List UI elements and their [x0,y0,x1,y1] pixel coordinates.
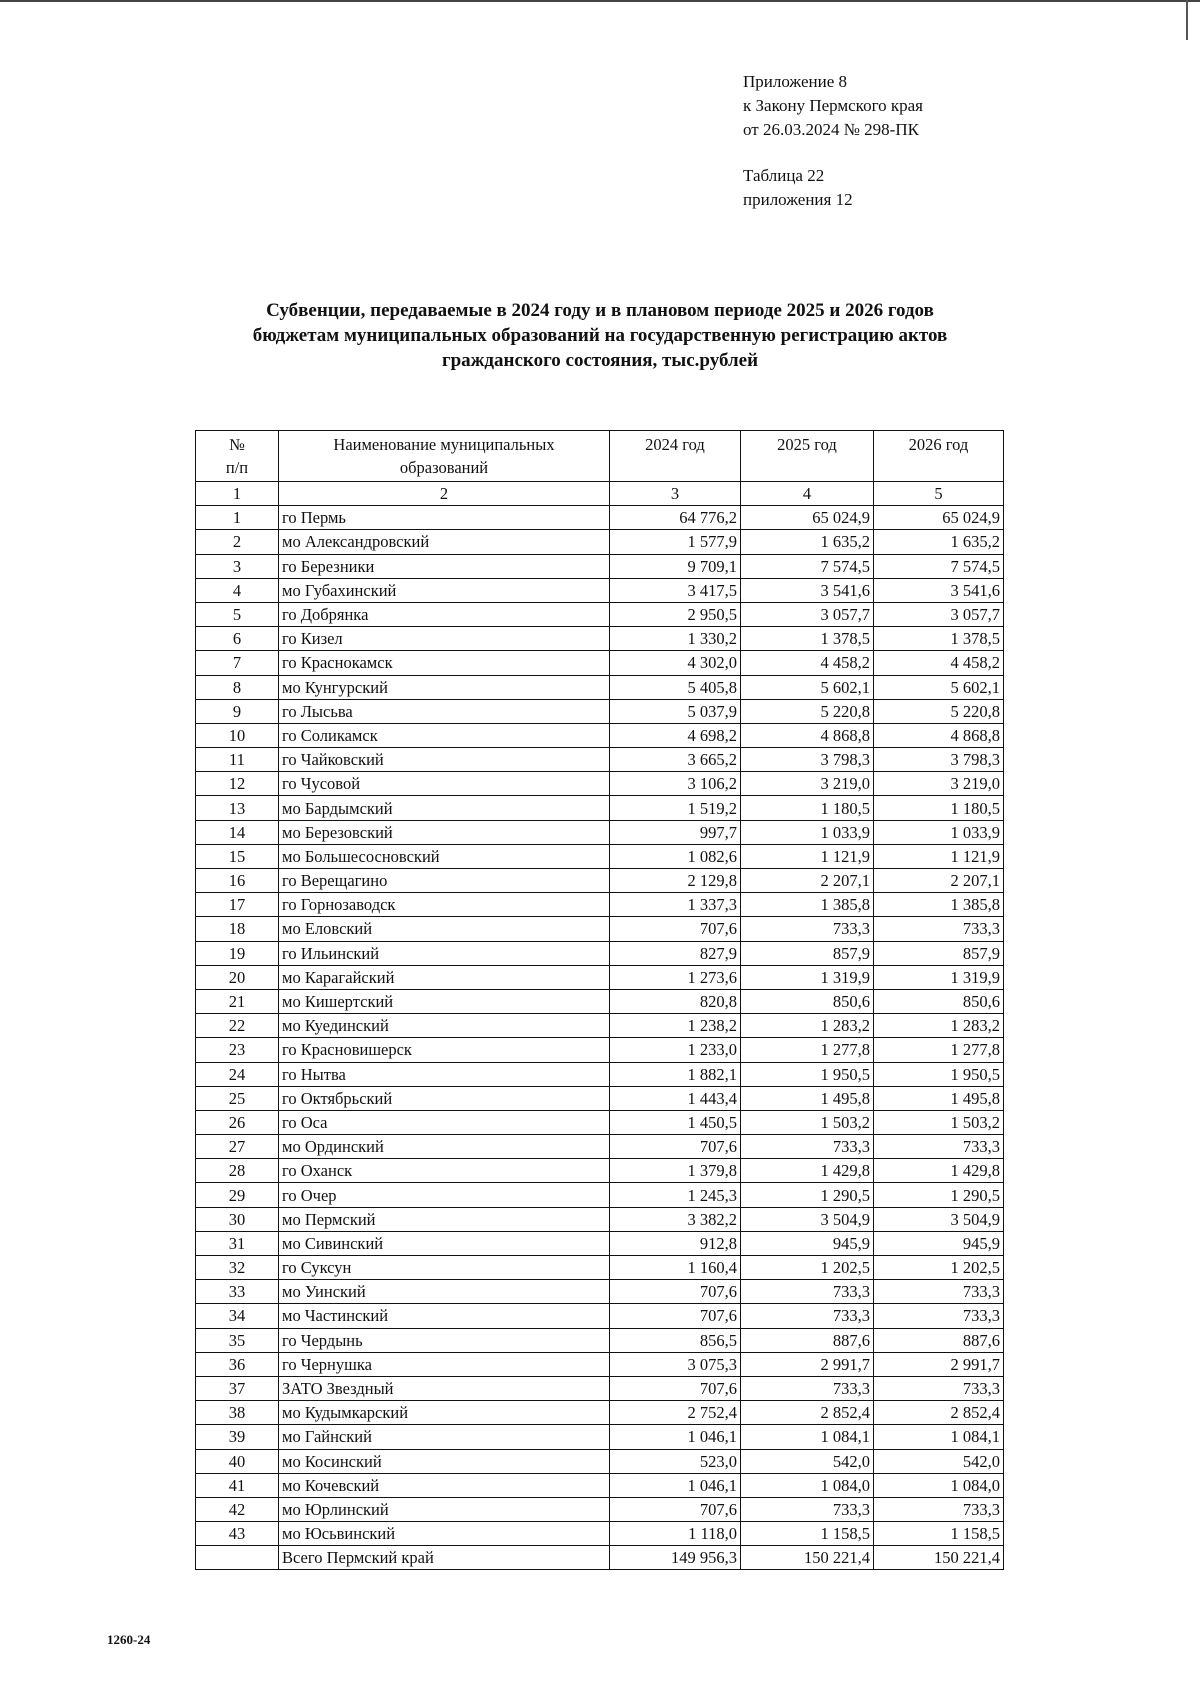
municipality-name: мо Куединский [279,1014,610,1038]
table-row [196,1497,1004,1521]
value-2025: 3 504,9 [741,1207,874,1231]
title-line-1: Субвенции, передаваемые в 2024 году и в плановом периоде 2025 и 2026 годов [266,300,934,321]
municipality-name: го Оса [279,1110,610,1134]
value-2026: 733,3 [874,917,1004,941]
value-2024: 3 417,5 [610,578,741,602]
municipality-name: го Нытва [279,1062,610,1086]
value-2026: 3 504,9 [874,1207,1004,1231]
total-number [196,1546,279,1570]
row-number: 21 [196,989,279,1013]
row-number: 6 [196,627,279,651]
law-date-number: от 26.03.2024 № 298-ПК [743,120,919,139]
municipality-name: мо Гайнский [279,1425,610,1449]
value-2026: 7 574,5 [874,554,1004,578]
municipality-name: мо Кунгурский [279,675,610,699]
row-number: 28 [196,1159,279,1183]
table-row [196,651,1004,675]
value-2025: 1 277,8 [741,1038,874,1062]
value-2024: 1 245,3 [610,1183,741,1207]
row-number: 14 [196,820,279,844]
row-number: 4 [196,578,279,602]
value-2026: 733,3 [874,1376,1004,1400]
appendix-header [743,70,923,212]
municipality-name: го Лысьва [279,699,610,723]
table-row [196,602,1004,626]
table-row [196,820,1004,844]
value-2026: 4 458,2 [874,651,1004,675]
row-number: 15 [196,844,279,868]
value-2024: 856,5 [610,1328,741,1352]
value-2024: 2 752,4 [610,1401,741,1425]
value-2026: 1 084,0 [874,1473,1004,1497]
table-row [196,1086,1004,1110]
row-number: 2 [196,530,279,554]
value-2026: 850,6 [874,989,1004,1013]
value-2025: 733,3 [741,1135,874,1159]
table-row [196,506,1004,530]
value-2025: 1 319,9 [741,965,874,989]
municipality-name: го Чусовой [279,772,610,796]
value-2025: 2 991,7 [741,1352,874,1376]
table-row [196,675,1004,699]
table-row [196,1135,1004,1159]
index-cell: 1 [196,482,279,506]
row-number: 19 [196,941,279,965]
value-2026: 945,9 [874,1231,1004,1255]
table-row [196,1280,1004,1304]
row-number: 27 [196,1135,279,1159]
value-2026: 1 635,2 [874,530,1004,554]
value-2025: 1 158,5 [741,1522,874,1546]
value-2025: 5 602,1 [741,675,874,699]
value-2024: 1 082,6 [610,844,741,868]
document-title [200,298,1000,373]
value-2026: 3 798,3 [874,748,1004,772]
value-2024: 9 709,1 [610,554,741,578]
municipality-name: го Суксун [279,1256,610,1280]
row-number: 42 [196,1497,279,1521]
value-2025: 1 283,2 [741,1014,874,1038]
row-number: 10 [196,723,279,747]
value-2025: 733,3 [741,1376,874,1400]
table-row [196,1183,1004,1207]
appendix-label: Приложение 8 [743,72,847,91]
value-2026: 542,0 [874,1449,1004,1473]
value-2025: 1 084,0 [741,1473,874,1497]
row-number: 38 [196,1401,279,1425]
row-number: 35 [196,1328,279,1352]
value-2025: 733,3 [741,1304,874,1328]
value-2026: 3 541,6 [874,578,1004,602]
municipality-name: го Березники [279,554,610,578]
value-2024: 1 160,4 [610,1256,741,1280]
table-row [196,1207,1004,1231]
value-2026: 4 868,8 [874,723,1004,747]
scan-edge-right [1186,0,1188,40]
table-row [196,844,1004,868]
value-2024: 4 698,2 [610,723,741,747]
municipality-name: го Октябрьский [279,1086,610,1110]
total-label: Всего Пермский край [279,1546,610,1570]
header-number: № п/п [196,431,279,482]
row-number: 9 [196,699,279,723]
index-cell: 5 [874,482,1004,506]
table-row [196,1376,1004,1400]
header-name: Наименование муниципальных образований [279,431,610,482]
row-number: 8 [196,675,279,699]
row-number: 20 [196,965,279,989]
value-2024: 1 577,9 [610,530,741,554]
table-row [196,1425,1004,1449]
row-number: 36 [196,1352,279,1376]
value-2026: 733,3 [874,1135,1004,1159]
value-2026: 1 084,1 [874,1425,1004,1449]
value-2025: 857,9 [741,941,874,965]
value-2024: 64 776,2 [610,506,741,530]
value-2025: 1 033,9 [741,820,874,844]
row-number: 40 [196,1449,279,1473]
municipality-name: мо Карагайский [279,965,610,989]
table-row [196,748,1004,772]
municipality-name: го Оханск [279,1159,610,1183]
municipality-name: мо Юрлинский [279,1497,610,1521]
row-number: 24 [196,1062,279,1086]
value-2026: 1 121,9 [874,844,1004,868]
table-row [196,1401,1004,1425]
row-number: 32 [196,1256,279,1280]
table-row [196,1473,1004,1497]
municipality-name: мо Юсьвинский [279,1522,610,1546]
value-2026: 2 852,4 [874,1401,1004,1425]
value-2025: 2 207,1 [741,869,874,893]
total-2024: 149 956,3 [610,1546,741,1570]
index-cell: 2 [279,482,610,506]
municipality-name: мо Уинский [279,1280,610,1304]
value-2024: 523,0 [610,1449,741,1473]
row-number: 13 [196,796,279,820]
municipality-name: мо Кудымкарский [279,1401,610,1425]
value-2026: 733,3 [874,1304,1004,1328]
value-2026: 857,9 [874,941,1004,965]
value-2026: 1 277,8 [874,1038,1004,1062]
title-line-2: бюджетам муниципальных образований на государственную регистрацию актов [252,325,948,346]
value-2024: 1 519,2 [610,796,741,820]
municipality-name: мо Большесосновский [279,844,610,868]
table-row [196,917,1004,941]
document-code: 1260-24 [107,1632,151,1647]
row-number: 33 [196,1280,279,1304]
municipality-name: го Добрянка [279,602,610,626]
municipality-name: мо Губахинский [279,578,610,602]
value-2024: 707,6 [610,917,741,941]
row-number: 39 [196,1425,279,1449]
value-2024: 1 450,5 [610,1110,741,1134]
value-2024: 1 273,6 [610,965,741,989]
scan-edge-top [0,0,1200,2]
value-2026: 1 033,9 [874,820,1004,844]
table-label: Таблица 22 [743,166,825,185]
value-2025: 1 495,8 [741,1086,874,1110]
value-2024: 1 118,0 [610,1522,741,1546]
municipality-name: го Ильинский [279,941,610,965]
value-2025: 850,6 [741,989,874,1013]
municipality-name: мо Еловский [279,917,610,941]
municipality-name: го Соликамск [279,723,610,747]
value-2025: 4 868,8 [741,723,874,747]
value-2026: 3 219,0 [874,772,1004,796]
value-2024: 707,6 [610,1280,741,1304]
value-2026: 5 220,8 [874,699,1004,723]
municipality-name: ЗАТО Звездный [279,1376,610,1400]
table-row [196,554,1004,578]
value-2026: 1 950,5 [874,1062,1004,1086]
value-2025: 3 541,6 [741,578,874,602]
table-row [196,1062,1004,1086]
value-2024: 3 382,2 [610,1207,741,1231]
value-2025: 733,3 [741,1280,874,1304]
value-2024: 1 046,1 [610,1425,741,1449]
value-2026: 2 991,7 [874,1352,1004,1376]
header-2024: 2024 год [610,431,741,482]
value-2025: 5 220,8 [741,699,874,723]
value-2024: 707,6 [610,1376,741,1400]
row-number: 5 [196,602,279,626]
table-row [196,627,1004,651]
municipality-name: го Чернушка [279,1352,610,1376]
table-body [196,506,1004,1546]
value-2025: 4 458,2 [741,651,874,675]
row-number: 43 [196,1522,279,1546]
value-2024: 827,9 [610,941,741,965]
value-2025: 1 180,5 [741,796,874,820]
table-row [196,1449,1004,1473]
value-2025: 1 385,8 [741,893,874,917]
table-row [196,893,1004,917]
value-2025: 1 429,8 [741,1159,874,1183]
value-2024: 3 665,2 [610,748,741,772]
row-number: 30 [196,1207,279,1231]
table-header-row [196,431,1004,482]
row-number: 37 [196,1376,279,1400]
value-2026: 1 180,5 [874,796,1004,820]
value-2025: 887,6 [741,1328,874,1352]
table-row [196,965,1004,989]
value-2024: 5 037,9 [610,699,741,723]
value-2025: 1 084,1 [741,1425,874,1449]
table-row [196,1304,1004,1328]
value-2024: 1 238,2 [610,1014,741,1038]
value-2025: 1 378,5 [741,627,874,651]
municipality-name: мо Косинский [279,1449,610,1473]
table-row [196,1522,1004,1546]
header-2026: 2026 год [874,431,1004,482]
municipality-name: мо Частинский [279,1304,610,1328]
row-number: 29 [196,1183,279,1207]
table-row [196,941,1004,965]
value-2026: 1 283,2 [874,1014,1004,1038]
index-cell: 3 [610,482,741,506]
table-row [196,1014,1004,1038]
value-2026: 733,3 [874,1497,1004,1521]
table-row [196,1352,1004,1376]
municipality-name: мо Бардымский [279,796,610,820]
municipality-name: мо Александровский [279,530,610,554]
value-2025: 1 290,5 [741,1183,874,1207]
value-2024: 5 405,8 [610,675,741,699]
value-2024: 997,7 [610,820,741,844]
row-number: 23 [196,1038,279,1062]
municipality-name: го Чердынь [279,1328,610,1352]
value-2026: 1 158,5 [874,1522,1004,1546]
municipality-name: го Верещагино [279,869,610,893]
total-row [196,1546,1004,1570]
value-2026: 1 319,9 [874,965,1004,989]
row-number: 12 [196,772,279,796]
row-number: 25 [196,1086,279,1110]
row-number: 11 [196,748,279,772]
row-number: 41 [196,1473,279,1497]
value-2025: 1 635,2 [741,530,874,554]
value-2024: 2 950,5 [610,602,741,626]
value-2025: 3 219,0 [741,772,874,796]
row-number: 1 [196,506,279,530]
value-2026: 1 202,5 [874,1256,1004,1280]
table-row [196,699,1004,723]
header-2025: 2025 год [741,431,874,482]
value-2024: 3 106,2 [610,772,741,796]
value-2026: 1 385,8 [874,893,1004,917]
index-cell: 4 [741,482,874,506]
row-number: 26 [196,1110,279,1134]
municipality-name: го Чайковский [279,748,610,772]
municipality-name: го Краснокамск [279,651,610,675]
table-index-row [196,482,1004,506]
row-number: 34 [196,1304,279,1328]
table-row [196,578,1004,602]
value-2025: 1 950,5 [741,1062,874,1086]
title-line-3: гражданского состояния, тыс.рублей [441,350,759,371]
value-2024: 4 302,0 [610,651,741,675]
value-2026: 1 495,8 [874,1086,1004,1110]
municipality-name: го Очер [279,1183,610,1207]
table-row [196,796,1004,820]
table-row [196,1038,1004,1062]
value-2024: 1 443,4 [610,1086,741,1110]
value-2026: 887,6 [874,1328,1004,1352]
value-2026: 1 290,5 [874,1183,1004,1207]
municipality-name: мо Березовский [279,820,610,844]
value-2025: 542,0 [741,1449,874,1473]
row-number: 31 [196,1231,279,1255]
value-2024: 2 129,8 [610,869,741,893]
value-2024: 3 075,3 [610,1352,741,1376]
value-2024: 1 882,1 [610,1062,741,1086]
value-2026: 1 503,2 [874,1110,1004,1134]
table-row [196,989,1004,1013]
row-number: 17 [196,893,279,917]
value-2025: 733,3 [741,917,874,941]
value-2026: 65 024,9 [874,506,1004,530]
value-2025: 733,3 [741,1497,874,1521]
table-row [196,869,1004,893]
value-2024: 707,6 [610,1304,741,1328]
table-row [196,1231,1004,1255]
value-2026: 733,3 [874,1280,1004,1304]
value-2025: 3 798,3 [741,748,874,772]
value-2025: 7 574,5 [741,554,874,578]
value-2026: 3 057,7 [874,602,1004,626]
table-row [196,772,1004,796]
municipality-name: мо Ординский [279,1135,610,1159]
municipality-name: го Красновишерск [279,1038,610,1062]
total-2025: 150 221,4 [741,1546,874,1570]
table-row [196,1328,1004,1352]
value-2025: 65 024,9 [741,506,874,530]
value-2025: 945,9 [741,1231,874,1255]
value-2025: 2 852,4 [741,1401,874,1425]
value-2025: 1 202,5 [741,1256,874,1280]
row-number: 18 [196,917,279,941]
municipality-name: мо Сивинский [279,1231,610,1255]
value-2024: 1 046,1 [610,1473,741,1497]
table-appendix-label: приложения 12 [743,190,853,209]
value-2024: 707,6 [610,1497,741,1521]
municipality-name: го Горнозаводск [279,893,610,917]
municipality-name: мо Пермский [279,1207,610,1231]
value-2025: 1 121,9 [741,844,874,868]
value-2024: 707,6 [610,1135,741,1159]
value-2026: 5 602,1 [874,675,1004,699]
value-2024: 820,8 [610,989,741,1013]
value-2024: 1 379,8 [610,1159,741,1183]
value-2025: 3 057,7 [741,602,874,626]
row-number: 3 [196,554,279,578]
value-2024: 1 330,2 [610,627,741,651]
row-number: 7 [196,651,279,675]
municipality-name: го Пермь [279,506,610,530]
value-2024: 912,8 [610,1231,741,1255]
row-number: 16 [196,869,279,893]
value-2025: 1 503,2 [741,1110,874,1134]
municipality-name: мо Кишертский [279,989,610,1013]
row-number: 22 [196,1014,279,1038]
table-row [196,530,1004,554]
subventions-table [195,430,1004,1570]
value-2026: 1 429,8 [874,1159,1004,1183]
municipality-name: го Кизел [279,627,610,651]
table-row [196,1159,1004,1183]
table-row [196,1110,1004,1134]
value-2026: 1 378,5 [874,627,1004,651]
value-2026: 2 207,1 [874,869,1004,893]
table-row [196,723,1004,747]
value-2024: 1 233,0 [610,1038,741,1062]
table-row [196,1256,1004,1280]
law-reference: к Закону Пермского края [743,96,924,115]
municipality-name: мо Кочевский [279,1473,610,1497]
value-2024: 1 337,3 [610,893,741,917]
total-2026: 150 221,4 [874,1546,1004,1570]
